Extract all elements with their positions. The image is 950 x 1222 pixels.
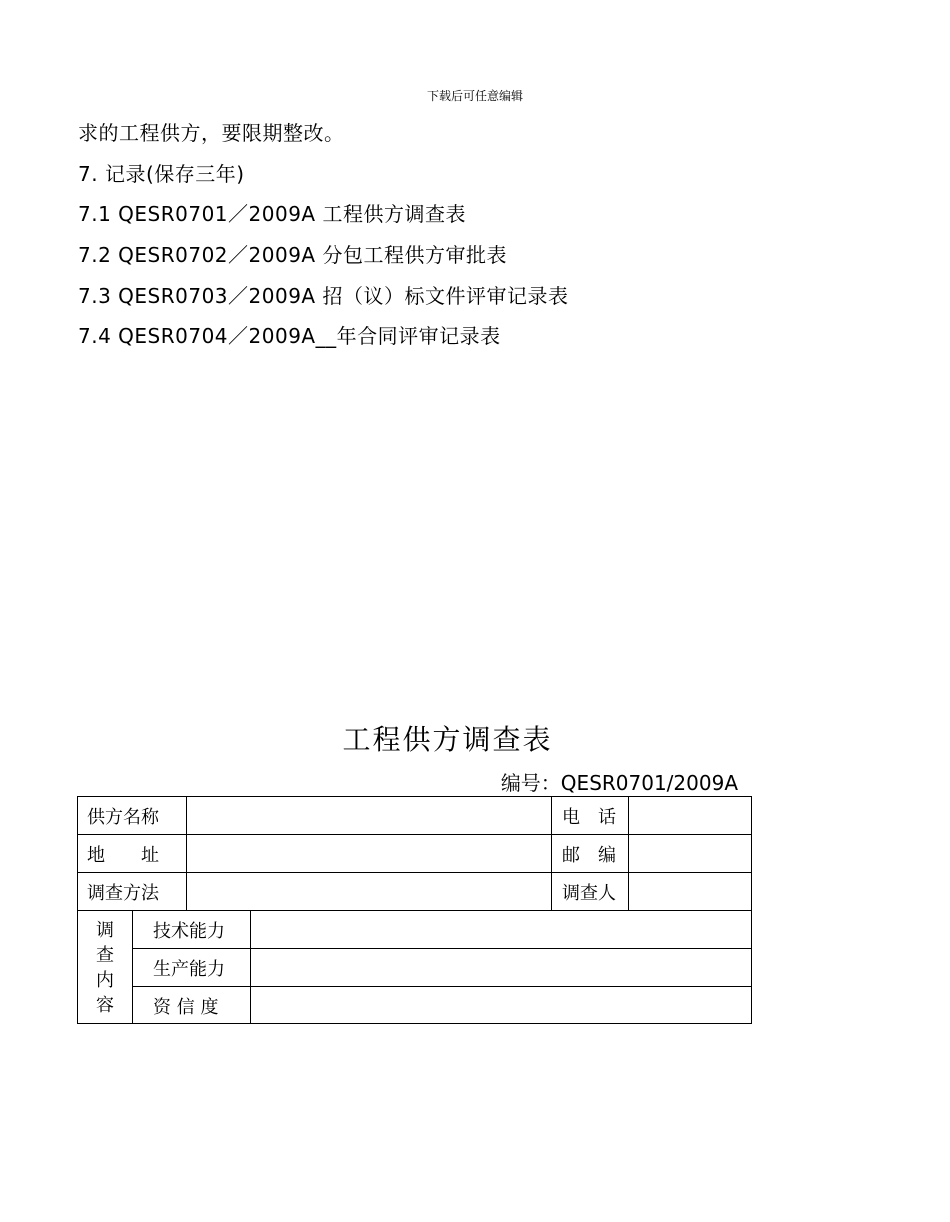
survey-content-char: 查 — [96, 944, 114, 966]
field-technical-capability[interactable] — [251, 911, 751, 948]
field-credit-standing[interactable] — [251, 987, 751, 1024]
column-divider — [132, 910, 133, 1024]
body-line-3: 7.1 QESR0701／2009A 工程供方调查表 — [78, 202, 466, 226]
header-note: 下载后可任意编辑 — [426, 89, 523, 103]
survey-content-char: 调 — [96, 919, 114, 941]
body-line-2: 7. 记录(保存三年) — [78, 162, 245, 186]
field-supplier-name[interactable] — [187, 797, 551, 834]
label-credit-standing: 资 信 度 — [153, 996, 219, 1018]
body-line-5: 7.3 QESR0703／2009A 招（议）标文件评审记录表 — [78, 284, 569, 308]
field-investigator[interactable] — [629, 873, 751, 910]
label-investigator: 调查人 — [562, 882, 616, 904]
survey-content-char: 内 — [96, 969, 114, 991]
body-line-4: 7.2 QESR0702／2009A 分包工程供方审批表 — [78, 243, 507, 267]
field-address[interactable] — [187, 835, 551, 872]
body-line-6: 7.4 QESR0704／2009A__年合同评审记录表 — [78, 324, 501, 348]
survey-content-label — [78, 911, 132, 1024]
field-production-capability[interactable] — [251, 949, 751, 986]
label-address: 地 址 — [87, 844, 159, 866]
body-line-1: 求的工程供方，要限期整改。 — [78, 121, 345, 145]
label-phone: 电 话 — [562, 806, 616, 828]
field-phone[interactable] — [629, 797, 751, 834]
field-postcode[interactable] — [629, 835, 751, 872]
field-method[interactable] — [187, 873, 551, 910]
survey-form-table — [77, 796, 752, 1024]
label-technical-capability: 技术能力 — [153, 920, 225, 942]
form-code: 编号：QESR0701/2009A — [500, 771, 738, 795]
label-supplier-name: 供方名称 — [87, 806, 159, 828]
column-divider — [551, 797, 552, 910]
label-method: 调查方法 — [87, 882, 159, 904]
label-postcode: 邮 编 — [562, 844, 616, 866]
label-production-capability: 生产能力 — [153, 958, 225, 980]
survey-content-char: 容 — [96, 994, 114, 1016]
form-title: 工程供方调查表 — [342, 723, 553, 756]
